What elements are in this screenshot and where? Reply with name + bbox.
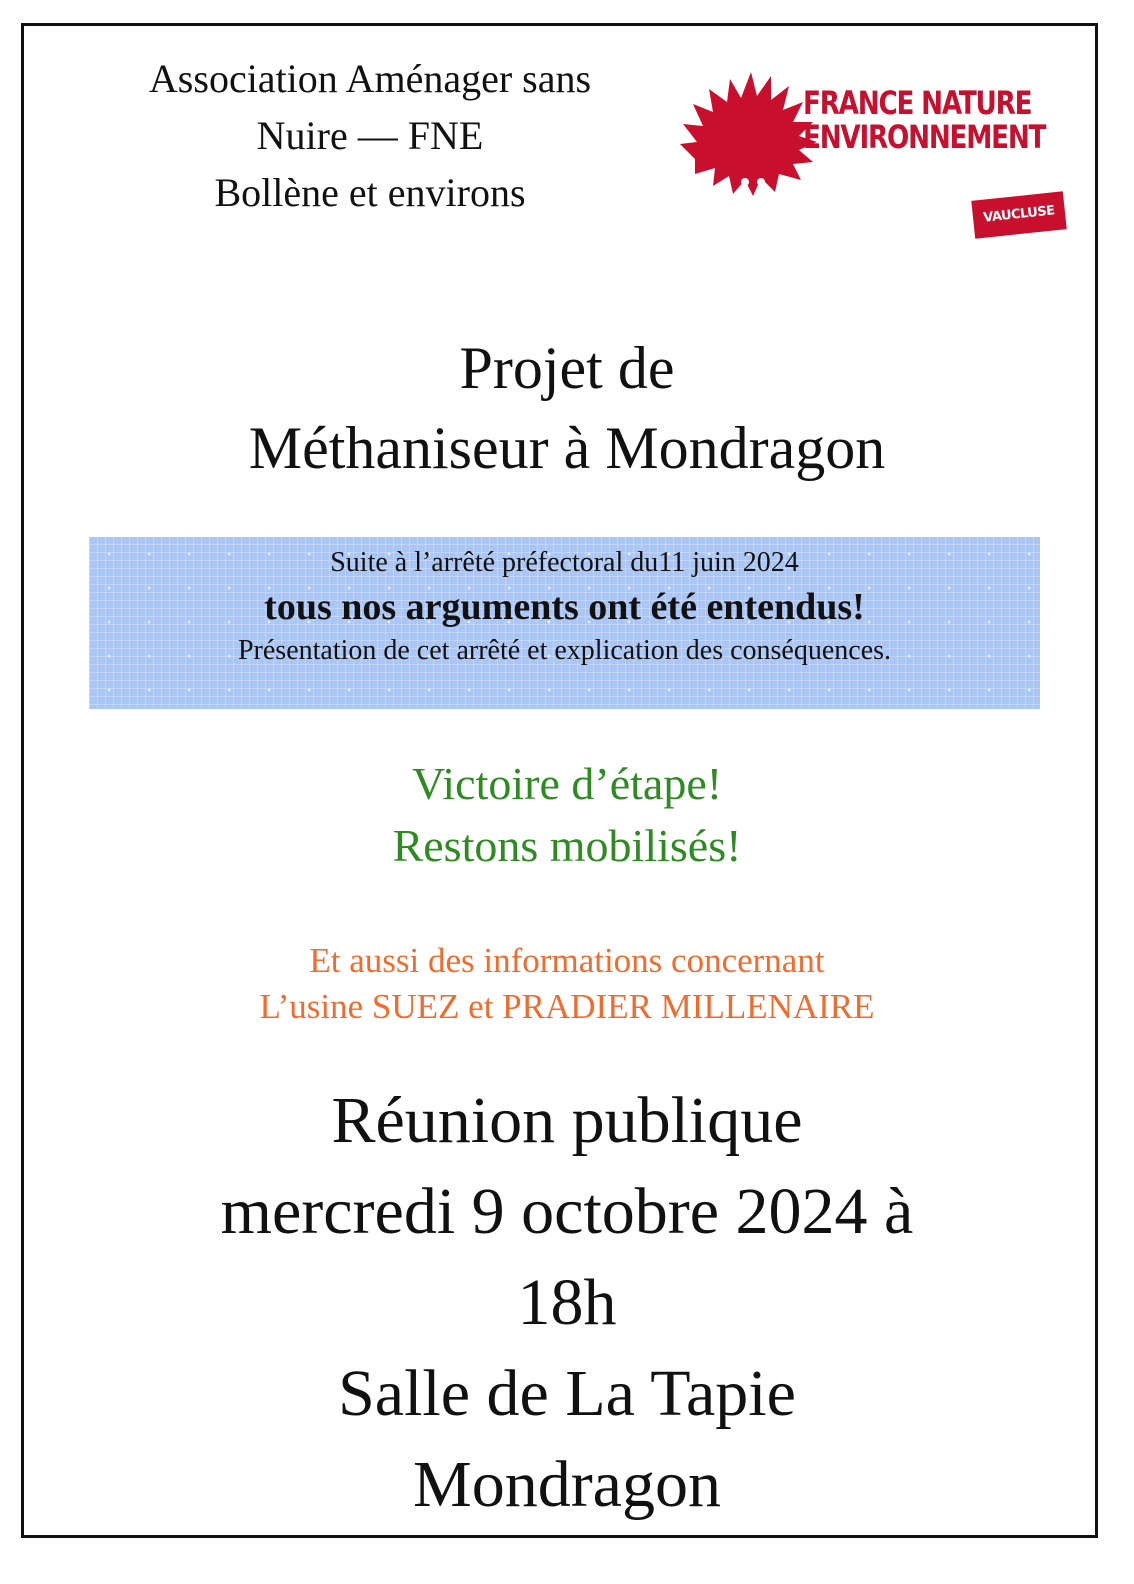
also-line-1: Et aussi des informations concernant	[309, 941, 825, 980]
notice-box	[89, 537, 1040, 709]
logo-line-2: ENVIRONNEMENT	[803, 118, 1046, 156]
notice-line-2: tous nos arguments ont été entendus!	[264, 586, 865, 628]
meeting-line-5: Mondragon	[413, 1448, 721, 1521]
association-line-2: Nuire — FNE	[256, 113, 484, 158]
meeting-line-3: 18h	[517, 1266, 617, 1339]
victory-line-2: Restons mobilisés!	[392, 820, 742, 871]
meeting-info	[0, 1075, 1134, 1530]
association-name	[70, 50, 670, 221]
title-line-2: Méthaniseur à Mondragon	[248, 415, 886, 481]
meeting-line-4: Salle de La Tapie	[338, 1357, 796, 1430]
meeting-line-1: Réunion publique	[331, 1084, 803, 1157]
logo-badge: VAUCLUSE	[971, 191, 1066, 238]
also-line-2: L’usine SUEZ et PRADIER MILLENAIRE	[259, 987, 875, 1026]
page-title	[0, 328, 1134, 488]
also-info	[0, 938, 1134, 1030]
victory-line-1: Victoire d’étape!	[411, 758, 723, 809]
association-line-1: Association Aménager sans	[148, 56, 592, 101]
title-line-1: Projet de	[459, 335, 675, 401]
notice-line-1: Suite à l’arrêté préfectoral du11 juin 2024	[330, 547, 799, 578]
meeting-line-2: mercredi 9 octobre 2024 à	[220, 1175, 914, 1248]
logo-line-1: FRANCE NATURE	[803, 84, 1032, 122]
victory-message	[0, 753, 1134, 877]
association-line-3: Bollène et environs	[214, 170, 526, 215]
fne-logo	[655, 44, 1055, 229]
notice-line-3: Présentation de cet arrêté et explication des conséquences.	[237, 635, 892, 666]
